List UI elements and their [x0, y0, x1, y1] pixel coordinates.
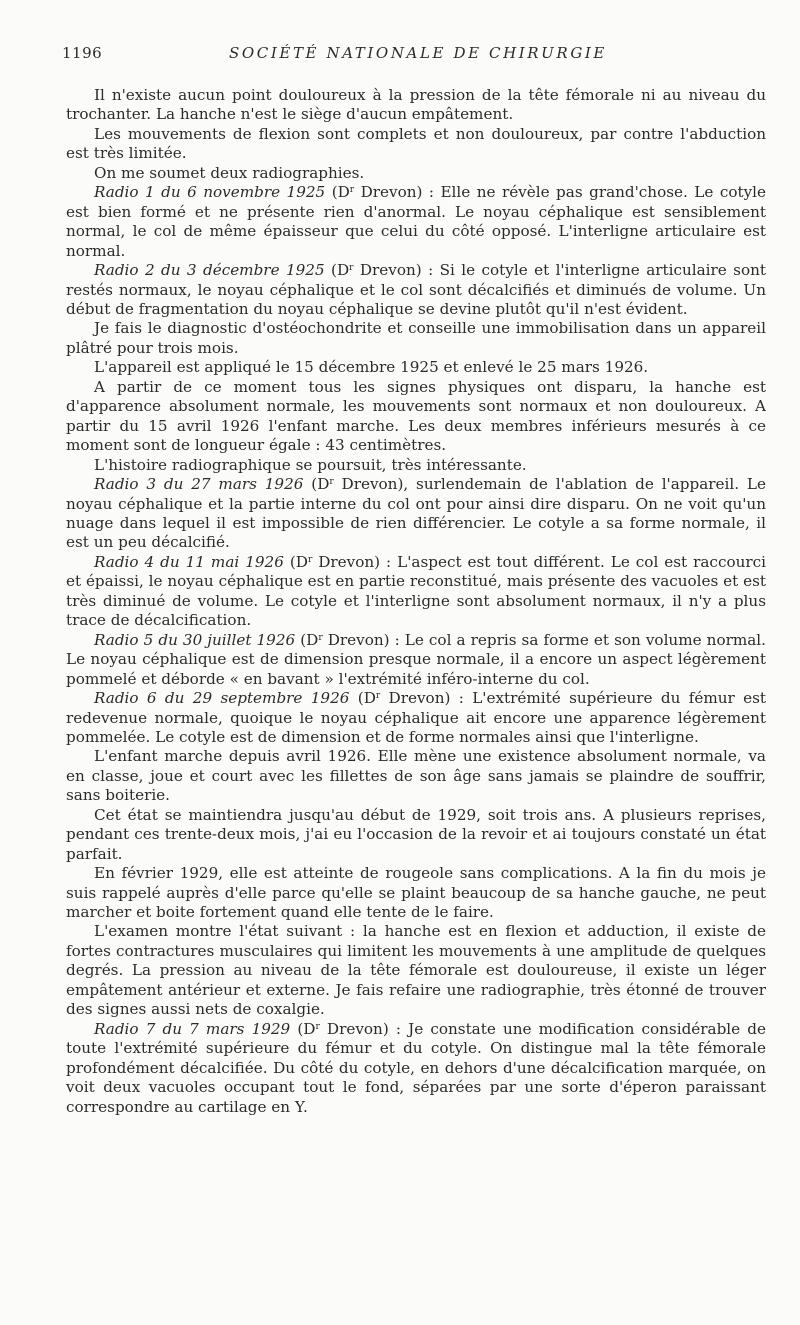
- radio-paragraph: Radio 5 du 30 juillet 1926 ($D^r$ Drevon) : Le col a repris sa forme et son volume normal. Le noyau céphalique est de dimension presque normale, il a encore un aspect légèrement pommelé et déborde « en bavant » l'extrémité inféro-interne du col.: [66, 630, 766, 688]
- radio-paragraph: Radio 3 du 27 mars 1926 ($D^r$ Drevon), surlendemain de l'ablation de l'appareil. Le noyau céphalique et la partie interne du col ont pour ainsi dire disparu. On ne voit qu'un nuage dans lequel il est impossible de rien différencier. Le cotyle a sa forme normale, il est un peu décalcifié.: [66, 475, 766, 552]
- running-title: SOCIÉTÉ NATIONALE DE CHIRURGIE: [229, 44, 607, 62]
- paragraph: Cet état se maintiendra jusqu'au début de 1929, soit trois ans. A plusieurs reprises, pendant ces trente-deux mois, j'ai eu l'occasion de la revoir et ai toujours constaté un état parfait.: [66, 805, 766, 863]
- paragraph: L'histoire radiographique se poursuit, très intéressante.: [94, 455, 527, 474]
- radio-reference: Radio 6 du 29 septembre 1926: [94, 689, 350, 708]
- body-text: [66, 86, 766, 1117]
- radio-reference: Radio 7 du 7 mars 1929: [94, 1019, 291, 1038]
- paragraph: En février 1929, elle est atteinte de rougeole sans complications. A la fin du mois je suis rappelé auprès d'elle parce qu'elle se plaint beaucoup de sa hanche gauche, ne peut marcher et boite fortement quand elle tente de le faire.: [66, 864, 766, 922]
- radio-reference: Radio 4 du 11 mai 1926: [94, 552, 284, 571]
- radio-paragraph: Radio 6 du 29 septembre 1926 ($D^r$ Drevon) : L'extrémité supérieure du fémur est redevenue normale, quoique le noyau céphalique ait encore une apparence légèrement pommelée. Le cotyle est de dimension et de forme normales ainsi que l'interligne.: [66, 689, 766, 746]
- radio-paragraph: Radio 1 du 6 novembre 1925 ($D^r$ Drevon) : Elle ne révèle pas grand'chose. Le cotyle est bien formé et ne présente rien d'anormal. Le noyau céphalique est sensiblement normal, le col de même épaisseur que celui du côté opposé. L'interligne articulaire est normal.: [66, 183, 767, 260]
- paragraph: L'examen montre l'état suivant : la hanche est en flexion et adduction, il existe de fortes contractures musculaires qui limitent les mouvements à une amplitude de quelques degrés. La pression au niveau de la tête fémorale est douloureuse, il existe un léger empâtement antérieur et externe. Je fais refaire une radiographie, très étonné de trouver des signes aussi nets de coxalgie.: [66, 922, 766, 1019]
- paragraph: On me soumet deux radiographies.: [94, 163, 365, 182]
- radio-reference: Radio 5 du 30 juillet 1926: [94, 630, 296, 649]
- paragraph: Il n'existe aucun point douloureux à la pression de la tête fémorale ni au niveau du trochanter. La hanche n'est le siège d'aucun empâtement.: [66, 86, 766, 124]
- page-number: 1196: [62, 44, 103, 62]
- paragraph: L'appareil est appliqué le 15 décembre 1925 et enlevé le 25 mars 1926.: [94, 358, 649, 377]
- radio-paragraph: Radio 2 du 3 décembre 1925 ($D^r$ Drevon) : Si le cotyle et l'interligne articulaire sont restés normaux, le noyau céphalique et le col sont décalcifiés et diminués de volume. Un début de fragmentation du noyau céphalique se devine plutôt qu'il n'est évident.: [66, 261, 766, 318]
- page-header: [62, 44, 734, 66]
- paragraph: Les mouvements de flexion sont complets et non douloureux, par contre l'abduction est très limitée.: [66, 124, 766, 163]
- radio-paragraph: Radio 7 du 7 mars 1929 ($D^r$ Drevon) : Je constate une modification considérable de toute l'extrémité supérieure du fémur et du cotyle. On distingue mal la tête fémorale profondément décalcifiée. Du côté du cotyle, en dehors d'une décalcification marquée, on voit deux vacuoles occupant tout le fond, séparées par une sorte d'éperon paraissant correspondre au cartilage en Y.: [66, 1019, 766, 1116]
- radio-paragraph: Radio 4 du 11 mai 1926 ($D^r$ Drevon) : L'aspect est tout différent. Le col est raccourci et épaissi, le noyau céphalique est en partie reconstitué, mais présente des vacuoles et est très diminué de volume. Le cotyle et l'interligne sont absolument normaux, il n'y a plus trace de décalcification.: [66, 552, 766, 630]
- paragraph: A partir de ce moment tous les signes physiques ont disparu, la hanche est d'apparence absolument normale, les mouvements sont normaux et non douloureux. A partir du 15 avril 1926 l'enfant marche. Les deux membres inférieurs mesurés à ce moment sont de longueur égale : 43 centimètres.: [66, 377, 766, 455]
- paragraph: Je fais le diagnostic d'ostéochondrite et conseille une immobilisation dans un appareil plâtré pour trois mois.: [66, 319, 766, 357]
- radio-reference: Radio 1 du 6 novembre 1925: [94, 183, 326, 202]
- radio-reference: Radio 3 du 27 mars 1926: [94, 475, 304, 494]
- radio-reference: Radio 2 du 3 décembre 1925: [94, 261, 325, 280]
- paragraph: L'enfant marche depuis avril 1926. Elle mène une existence absolument normale, va en classe, joue et court avec les fillettes de son âge sans jamais se plaindre de souffrir, sans boiterie.: [66, 747, 766, 805]
